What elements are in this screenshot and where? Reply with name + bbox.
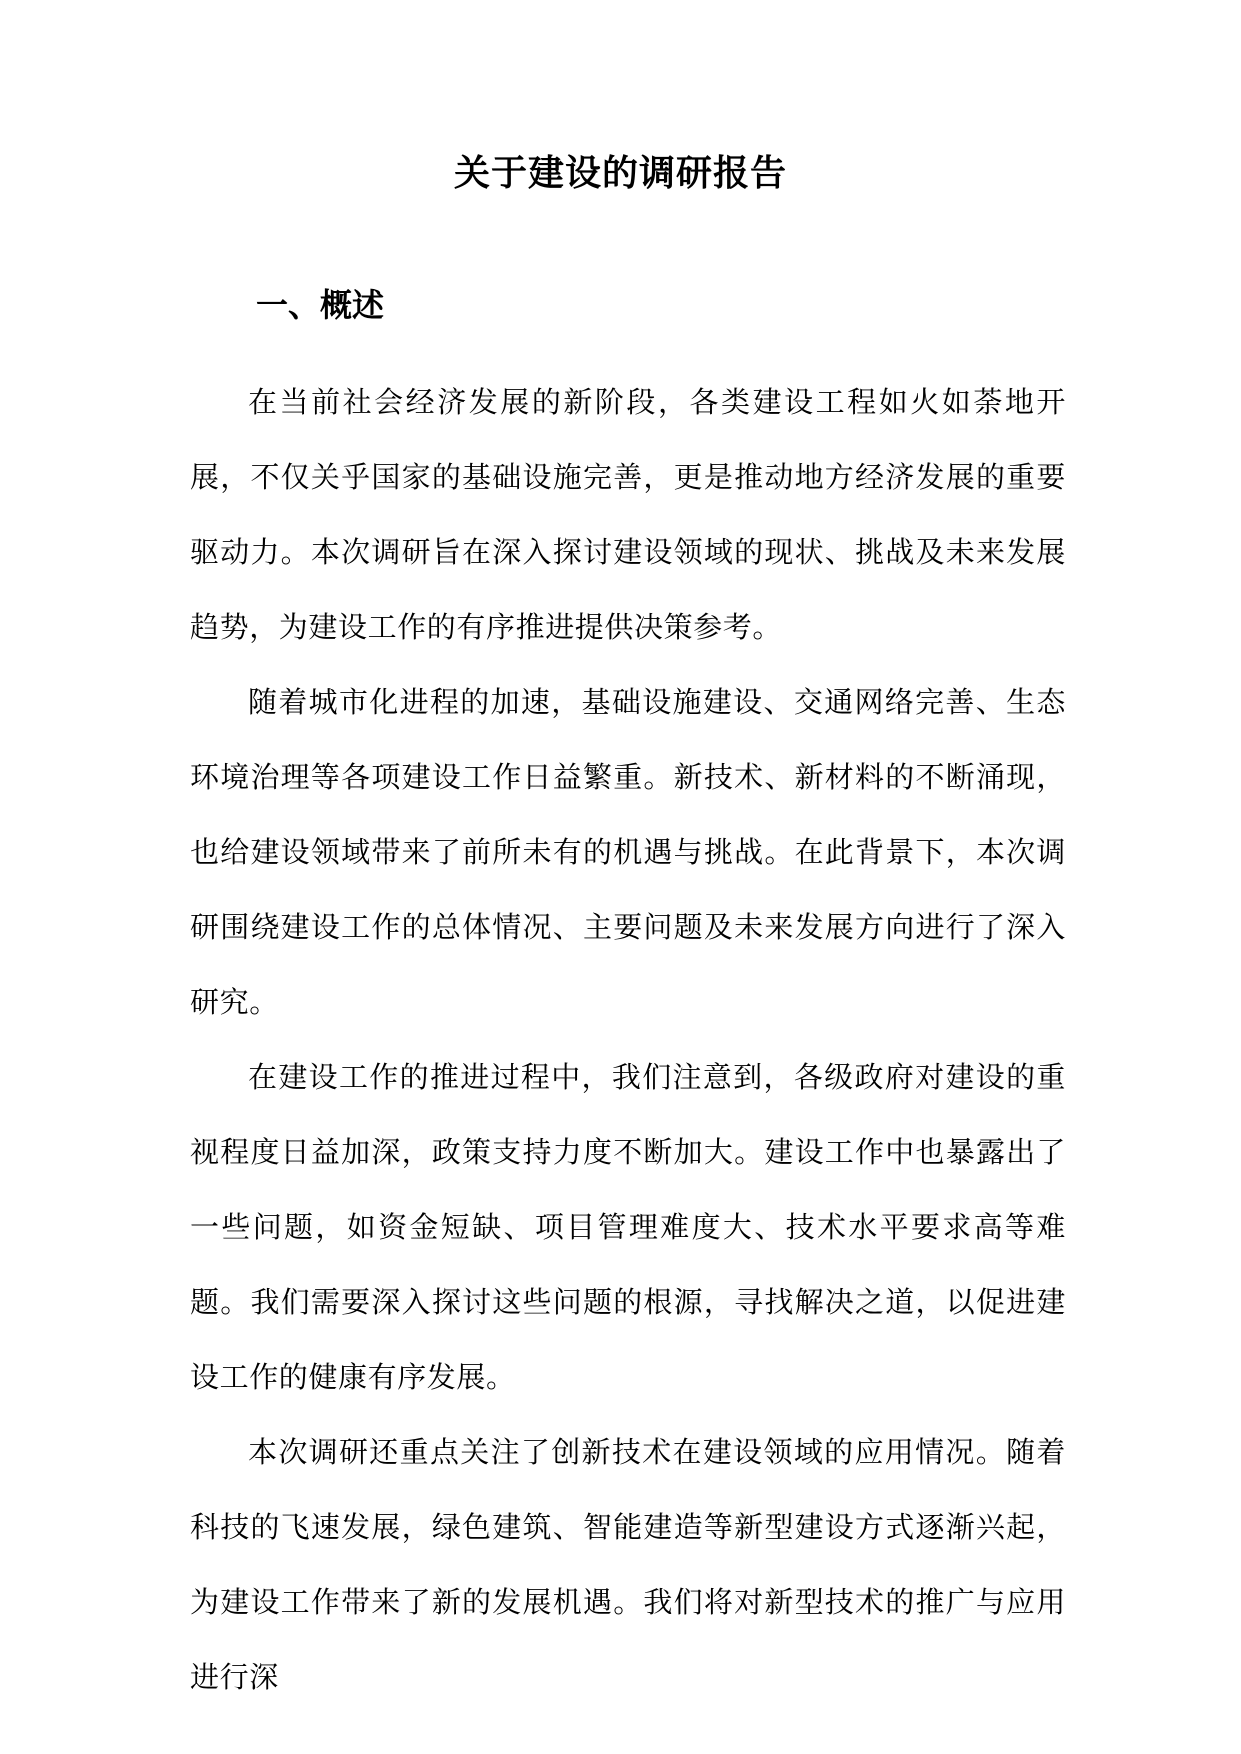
- paragraph: 在当前社会经济发展的新阶段，各类建设工程如火如荼地开展，不仅关乎国家的基础设施完善，更是推动地方经济发展的重要驱动力。本次调研旨在深入探讨建设领域的现状、挑战及未来发展趋势，为建设工作的有序推进提供决策参考。: [190, 385, 1066, 644]
- paragraph: 随着城市化进程的加速，基础设施建设、交通网络完善、生态环境治理等各项建设工作日益繁重。新技术、新材料的不断涌现，也给建设领域带来了前所未有的机遇与挑战。在此背景下，本次调研围绕建设工作的总体情况、主要问题及未来发展方向进行了深入研究。: [190, 685, 1066, 1019]
- paragraph: 本次调研还重点关注了创新技术在建设领域的应用情况。随着科技的飞速发展，绿色建筑、智能建造等新型建设方式逐渐兴起，为建设工作带来了新的发展机遇。我们将对新型技术的推广与应用进行深: [190, 1435, 1066, 1694]
- paragraph: 在建设工作的推进过程中，我们注意到，各级政府对建设的重视程度日益加深，政策支持力度不断加大。建设工作中也暴露出了一些问题，如资金短缺、项目管理难度大、技术水平要求高等难题。我们需要深入探讨这些问题的根源，寻找解决之道，以促进建设工作的健康有序发展。: [190, 1060, 1066, 1394]
- document-title: 关于建设的调研报告: [453, 152, 787, 194]
- document-body: [190, 365, 1066, 1715]
- section-heading: 一、概述: [256, 286, 385, 324]
